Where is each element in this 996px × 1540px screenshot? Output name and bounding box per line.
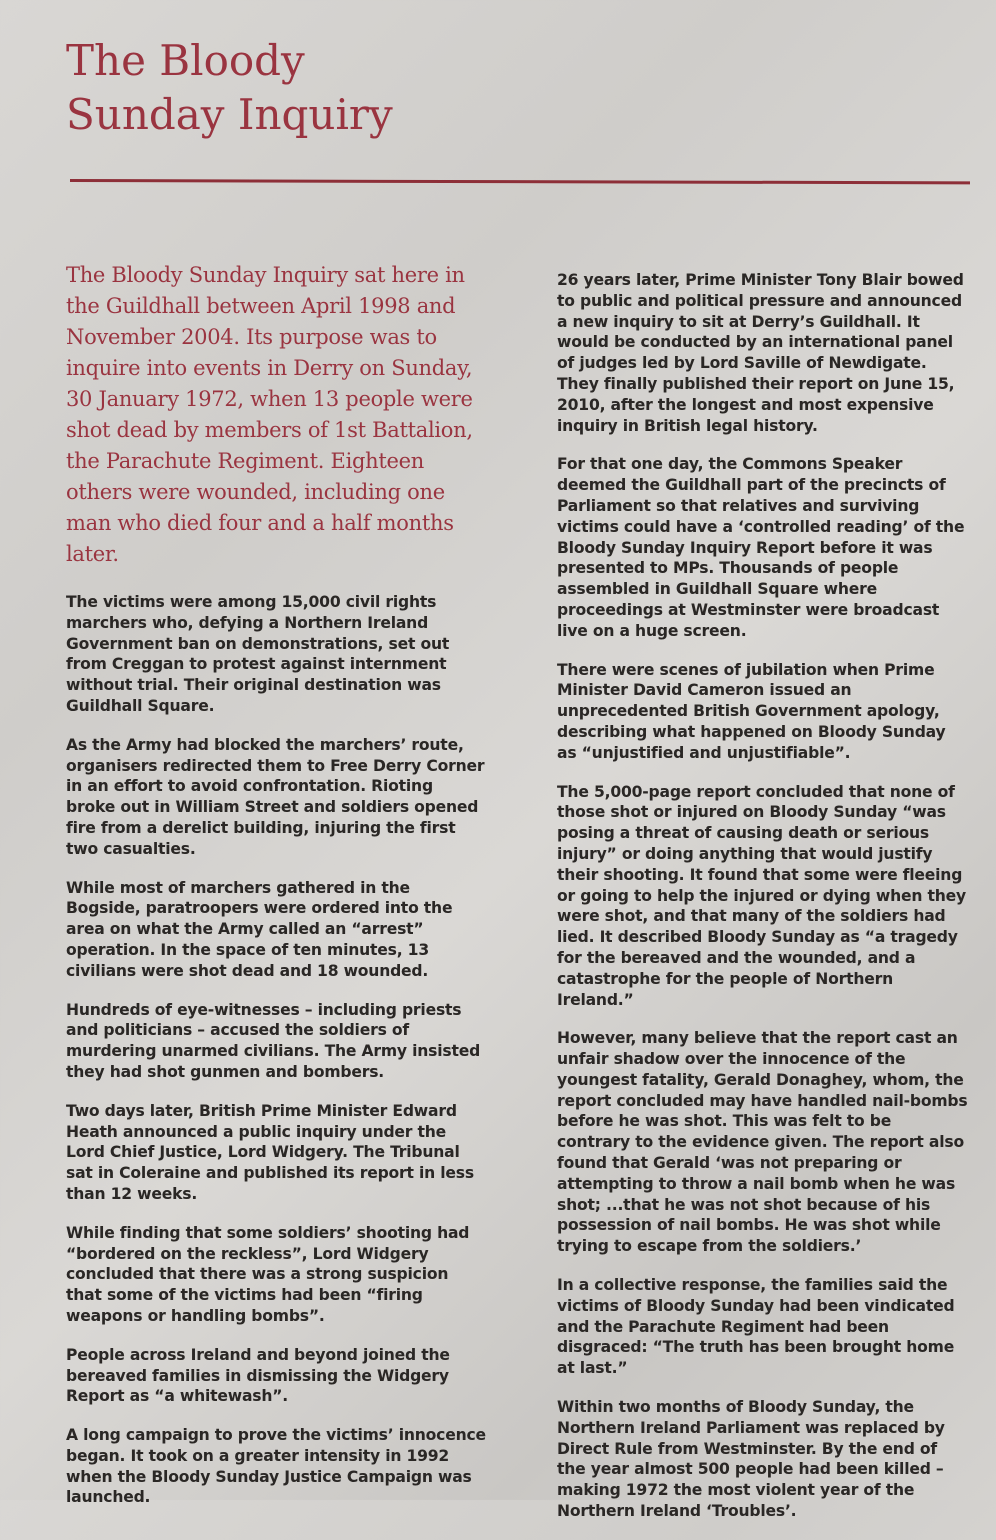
right-paragraph-5: However, many believe that the report cast an unfair shadow over the innocence of the youngest fatality, Gerald Donaghey, whom, the report concluded may have handled nail-bombs before he was shot. This was felt to be contrary to the evidence given. The report also found that Gerald ‘was not preparing or attempting to throw a nail bomb when he was shot; ...that he was not shot because of his possession of nail bombs. He was shot while trying to escape from the soldiers.’ [557, 1029, 968, 1256]
right-paragraph-1: 26 years later, Prime Minister Tony Blair bowed to public and political pressure and announced a new inquiry to sit at Derry’s Guildhall. It would be conducted by an international panel of judges led by Lord Saville of Newdigate. They finally published their report on June 15, 2010, after the longest and most expensive inquiry in British legal history. [557, 271, 964, 435]
left-column [66, 592, 486, 1526]
left-paragraph-3: While most of marchers gathered in the Bogside, paratroopers were ordered into the area on what the Army called an “arrest” operation. In the space of ten minutes, 13 civilians were shot dead and 18 wounded. [66, 878, 453, 980]
right-paragraph-6: In a collective response, the families said the victims of Bloody Sunday had been vindicated and the Parachute Regiment had been disgraced: “The truth has been brought home at last.” [557, 1276, 955, 1378]
right-paragraph-3: There were scenes of jubilation when Prime Minister David Cameron issued an unprecedented British Government apology, describing what happened on Bloody Sunday as “unjustified and unjustifiable”. [557, 660, 946, 762]
lede-paragraph: The Bloody Sunday Inquiry sat here in the Guildhall between April 1998 and November 2004. Its purpose was to inquire into events in Derry on Sunday, 30 January 1972, when 13 people were shot dead by members of 1st Battalion, the Parachute Regiment. Eighteen others were wounded, including one man who died four and a half months later. [66, 263, 473, 566]
left-paragraph-5: Two days later, British Prime Minister Edward Heath announced a public inquiry under the Lord Chief Justice, Lord Widgery. The Tribunal sat in Coleraine and published its report in less than 12 weeks. [66, 1101, 474, 1203]
right-paragraph-2: For that one day, the Commons Speaker deemed the Guildhall part of the precincts of Parliament so that relatives and surviving victims could have a ‘controlled reading’ of the Bloody Sunday Inquiry Report before it was presented to MPs. Thousands of people assembled in Guildhall Square where proceedings at Westminster were broadcast live on a huge screen. [557, 455, 965, 640]
left-paragraph-4: Hundreds of eye-witnesses – including priests and politicians – accused the soldiers of murdering unarmed civilians. The Army insisted they had shot gunmen and bombers. [66, 1000, 481, 1081]
right-paragraph-7: Within two months of Bloody Sunday, the Northern Ireland Parliament was replaced by Direct Rule from Westminster. By the end of the year almost 500 people had been killed – making 1972 the most violent year of the Northern Ireland ‘Troubles’. [557, 1398, 945, 1521]
right-paragraph-4: The 5,000-page report concluded that none of those shot or injured on Bloody Sunday “was posing a threat of causing death or serious injury” or doing anything that would justify their shooting. It found that some were fleeing or going to help the injured or dying when they were shot, and that many of the soldiers had lied. It described Bloody Sunday as “a tragedy for the bereaved and the wounded, and a catastrophe for the people of Northern Ireland.” [557, 782, 966, 1009]
left-paragraph-2: As the Army had blocked the marchers’ route, organisers redirected them to Free Derry Corner in an effort to avoid confrontation. Rioting broke out in William Street and soldiers opened fire from a derelict building, injuring the first two casualties. [66, 735, 485, 858]
page-title: The Bloody Sunday Inquiry [66, 36, 393, 139]
right-column [557, 270, 969, 1540]
left-paragraph-8: A long campaign to prove the victims’ innocence began. It took on a greater intensity in 1992 when the Bloody Sunday Justice Campaign was launched. [66, 1426, 486, 1507]
left-paragraph-7: People across Ireland and beyond joined the bereaved families in dismissing the Widgery Report as “a whitewash”. [66, 1345, 450, 1406]
left-paragraph-1: The victims were among 15,000 civil rights marchers who, defying a Northern Ireland Government ban on demonstrations, set out from Creggan to protest against internment without trial. Their original destination was Guildhall Square. [66, 593, 450, 715]
left-paragraph-6: While finding that some soldiers’ shooting had “bordered on the reckless”, Lord Widgery concluded that there was a strong suspicion that some of the victims had been “firing weapons or handling bombs”. [66, 1223, 470, 1325]
title-divider [70, 179, 970, 184]
